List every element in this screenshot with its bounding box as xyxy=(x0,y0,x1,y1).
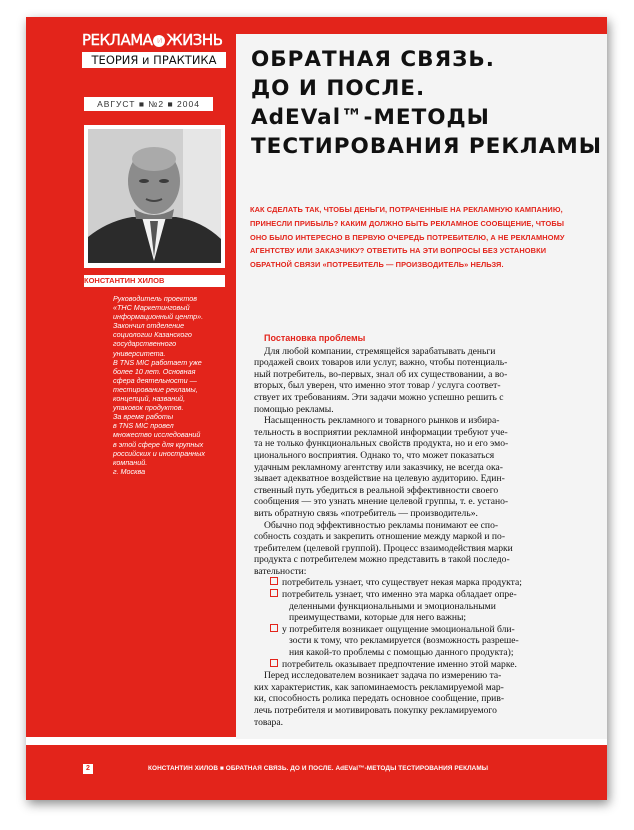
bio-line: Руководитель проектов xyxy=(113,294,197,303)
text-line: вторых, был уверен, что именно этот товар / услуга соответ- xyxy=(254,380,501,392)
bio-line: государственного xyxy=(113,339,177,349)
author-photo xyxy=(88,129,221,263)
bio-line: тестирование рекламы, xyxy=(113,384,198,394)
bio-line: в TNS MIC провел xyxy=(113,421,174,431)
text-line: ный потребитель, во-первых, знал об их существовании, а во- xyxy=(254,368,508,380)
section-heading: Постановка проблемы xyxy=(264,333,366,343)
lead-line: АГЕНТСТВУ ИЛИ ЗАКАЗЧИКУ? ОТВЕТИТЬ НА ЭТИ ВОПРОСЫ БЕЗ УСТАНОВКИ xyxy=(250,246,547,256)
lead-line: ОБРАТНОЙ СВЯЗИ «ПОТРЕБИТЕЛЬ — ПРОИЗВОДИТЕЛЬ» НЕЛЬЗЯ. xyxy=(250,260,504,270)
lead-line: ПРИНЕСЛИ ПРИБЫЛЬ? КАКИМ ДОЛЖНО БЫТЬ РЕКЛАМНОЕ СООБЩЕНИЕ, ЧТОБЫ xyxy=(250,218,565,228)
bio-line: В TNS MIC работает уже xyxy=(113,357,202,367)
running-footer: КОНСТАНТИН ХИЛОВ ■ ОБРАТНАЯ СВЯЗЬ. ДО И ПОСЛЕ. AdEVal™-МЕТОДЫ ТЕСТИРОВАНИЯ РЕКЛАМЫ xyxy=(148,765,489,772)
text-line: Перед исследователем возникает задача по измерению та- xyxy=(264,670,502,682)
bio-line: компаний. xyxy=(113,457,148,467)
magazine-page xyxy=(26,17,607,800)
text-line: собность создать и закрепить отношение между маркой и по- xyxy=(254,531,506,543)
text-line: сообщения — это узнать мнение целевой группы, т. е. устано- xyxy=(254,496,509,508)
text-line: товара. xyxy=(254,716,283,728)
text-line: вательности: xyxy=(254,565,307,577)
text-line: та не только функциональных свойств продукта, но и его эмо- xyxy=(254,438,509,450)
logo-subtitle: ТЕОРИЯ и ПРАКТИКА xyxy=(82,52,226,68)
bio-line: упаковок продуктов. xyxy=(113,403,184,413)
bullet-square-icon xyxy=(270,659,278,667)
bio-line: университета. xyxy=(113,348,166,358)
article-title xyxy=(251,45,603,161)
bio-line: в этой сфере для крупных xyxy=(113,439,204,449)
text-line: ственный путь убедиться в реальной эффективности своего xyxy=(254,484,499,496)
bullet-item: у потребителя возникает ощущение эмоциональной бли- xyxy=(254,624,590,636)
bullet-square-icon xyxy=(270,589,278,597)
text-line: ния какой-то проблемы с помощью данного продукта); xyxy=(289,647,514,659)
magazine-logo xyxy=(82,31,226,73)
text-line: Обычно под эффективностью рекламы понимают ее спо- xyxy=(264,519,499,531)
lead-line: КАК СДЕЛАТЬ ТАК, ЧТОБЫ ДЕНЬГИ, ПОТРАЧЕННЫЕ НА РЕКЛАМНУЮ КАМПАНИЮ, xyxy=(250,205,563,214)
article-body xyxy=(254,333,590,728)
bio-line: За время работы xyxy=(113,412,174,422)
bullet-square-icon xyxy=(270,624,278,632)
page-number: 2 xyxy=(83,764,93,774)
bio-line: Закончил отделение xyxy=(113,321,185,331)
paragraph xyxy=(254,346,590,416)
bio-line: информационный центр». xyxy=(113,312,204,322)
text-line: преимуществами, которые для него важны; xyxy=(289,612,467,624)
paragraph xyxy=(254,520,590,578)
text-line: лечь потребителя и мотивировать покупку рекламируемого xyxy=(254,705,497,716)
author-bio xyxy=(113,294,225,476)
text-line: продажей своих товаров или услуг, важно, чтобы потенциаль- xyxy=(254,357,508,369)
text-line: деленными функциональными и эмоциональными xyxy=(289,600,496,612)
paragraph xyxy=(254,670,590,728)
text-line: Насыщенность рекламного и товарного рынков и избира- xyxy=(264,415,500,427)
title-line: ТЕСТИРОВАНИЯ РЕКЛАМЫ xyxy=(251,134,603,159)
bio-line: концепций, названий, xyxy=(113,394,186,404)
title-line: ОБРАТНАЯ СВЯЗЬ. xyxy=(251,47,495,72)
author-photo-frame xyxy=(84,125,225,268)
bio-line: «ТНС Маркетинговый xyxy=(113,303,190,313)
author-name: КОНСТАНТИН ХИЛОВ xyxy=(84,275,225,287)
paragraph xyxy=(254,415,590,519)
title-line: AdEVal™-МЕТОДЫ xyxy=(251,105,490,130)
logo-title: РЕКЛАМА и ЖИЗНЬ xyxy=(82,31,223,49)
bio-line: социологии Казанского xyxy=(113,330,192,340)
title-line: ДО И ПОСЛЕ. xyxy=(251,76,426,101)
bio-line: сфера деятельности — xyxy=(113,375,197,385)
bio-line: более 10 лет. Основная xyxy=(113,366,196,376)
bio-line: множество исследований xyxy=(113,430,201,440)
bio-line: российских и иностранных xyxy=(113,448,205,458)
text-line: ционального восприятия. Однако то, что может показаться xyxy=(254,449,495,461)
bullet-square-icon xyxy=(270,577,278,585)
text-line: тельность в восприятии рекламной информации требуют уче- xyxy=(254,426,508,438)
text-line: удачным рекламному агентству или заказчику, не всегда ока- xyxy=(254,461,503,473)
text-line: помощью рекламы. xyxy=(254,403,334,415)
text-line: ких характеристик, как запоминаемость рекламируемой мар- xyxy=(254,681,504,693)
text-line: вить обратную связь «потребитель — производитель». xyxy=(254,507,478,519)
text-line: зывает адекватное воздействие на целевую аудиторию. Един- xyxy=(254,473,505,485)
text-line: зости к тому, что рекламируется (возможность разреше- xyxy=(289,635,519,647)
text-line: продукта с потребителем можно представить в такой последо- xyxy=(254,554,510,566)
text-line: Для любой компании, стремящейся зарабатывать деньги xyxy=(264,345,496,357)
bullet-item: потребитель узнает, что именно эта марка обладает опре- xyxy=(254,589,590,601)
bio-line: г. Москва xyxy=(113,466,146,476)
bullet-item: потребитель оказывает предпочтение именно этой марке. xyxy=(254,659,590,671)
bullet-list xyxy=(254,577,590,670)
bullet-item: потребитель узнает, что существует некая марка продукта; xyxy=(254,577,590,589)
text-line: требителем (целевой группой). Процесс взаимодействия марки xyxy=(254,542,513,554)
text-line: ствует их требованиям. Эти задачи можно успешно решить с xyxy=(254,391,504,403)
lead-line: ОНО БЫЛО ИНТЕРЕСНО В ПЕРВУЮ ОЧЕРЕДЬ ПОТРЕБИТЕЛЮ, А НЕ РЕКЛАМНОМУ xyxy=(250,232,565,242)
article-lead xyxy=(250,203,596,272)
text-line: ки, способность ролика передать основное сообщение, прив- xyxy=(254,693,505,705)
issue-date: АВГУСТ ■ №2 ■ 2004 xyxy=(84,97,213,111)
